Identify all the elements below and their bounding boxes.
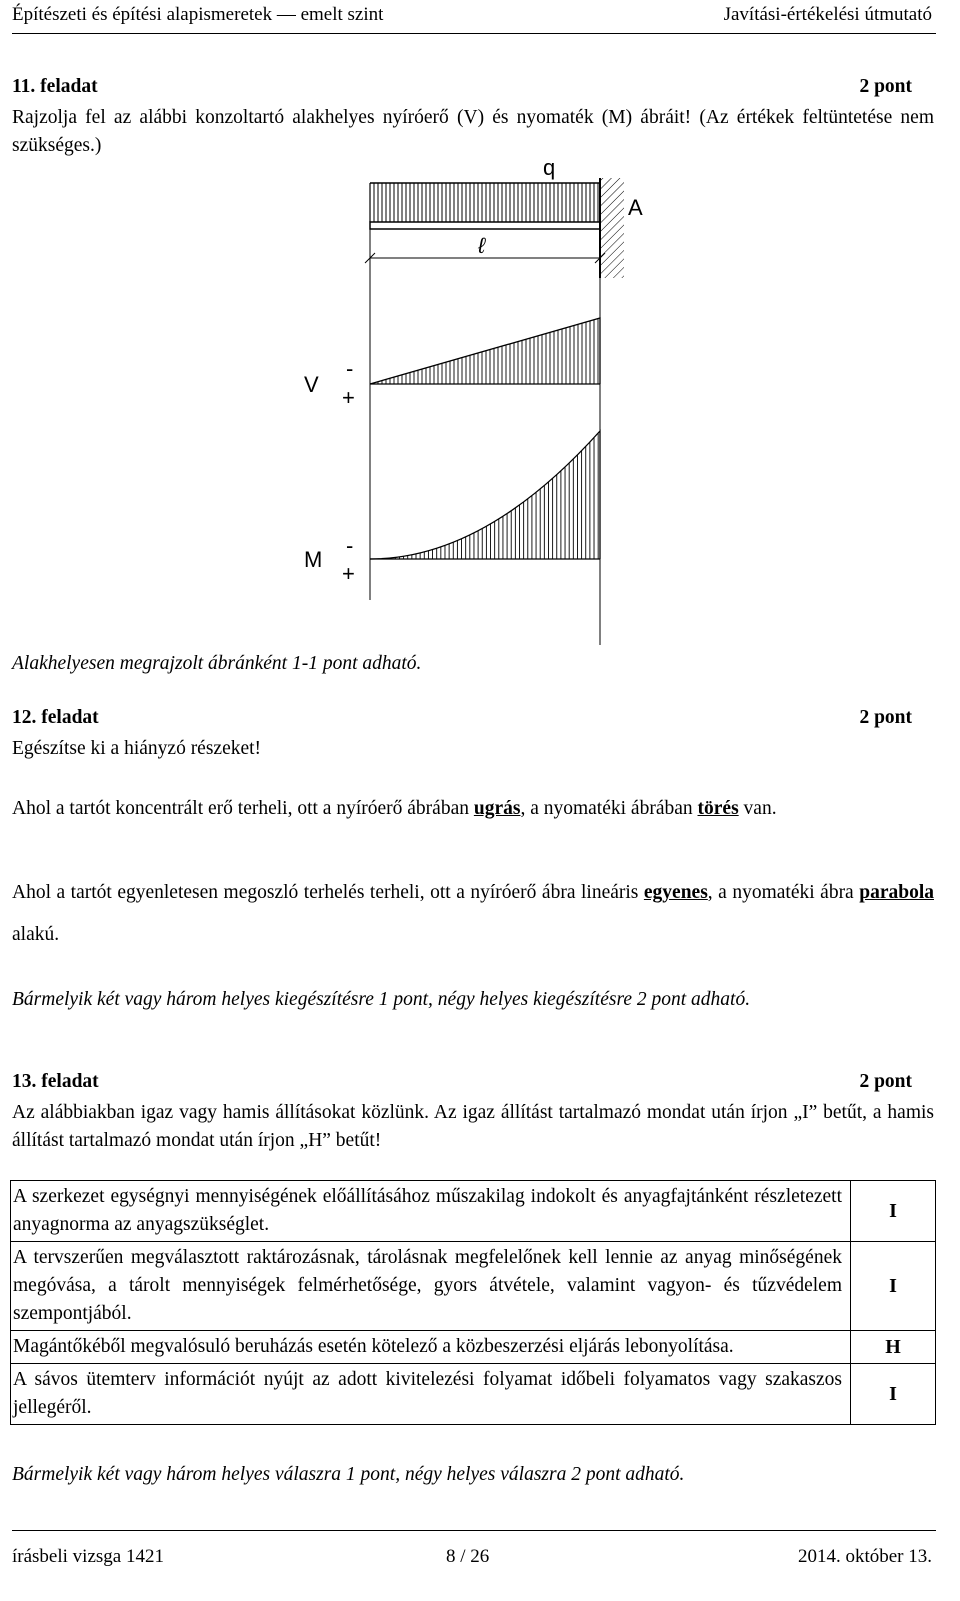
task11-instruction: Rajzolja fel az alábbi konzoltartó alakhelyes nyíróerő (V) és nyomaték (M) ábráit! (Az értékek feltüntetése nem szükséges.) [12,107,934,156]
span-l-label: ℓ [478,233,486,258]
task13-heading [12,1071,912,1093]
moment-minus-sign: - [346,533,354,558]
shear-V-label: V [304,372,319,397]
answer-cell: I [851,1181,936,1242]
s1-text-3: van. [738,798,777,819]
statement-cell: Magántőkéből megvalósuló beruházás esetén kötelező a közbeszerzési eljárás lebonyolítása. [11,1331,851,1364]
footer-page-number: 8 / 26 [446,1546,490,1567]
s2-text-3: alakú. [12,924,60,945]
task11-points: 2 pont [859,76,912,97]
s2-answer-1: egyenes [643,882,708,903]
statement-cell: A sávos ütemterv információt nyújt az adott kivitelezési folyamat időbeli folyamatos vagy szakaszos jellegéről. [11,1364,851,1425]
support-A-label: A [628,195,643,220]
task12-scoring: Bármelyik két vagy három helyes kiegészítésre 1 pont, négy helyes kiegészítésre 2 pont adható. [12,989,751,1010]
beam [370,222,600,229]
beam-diagram [280,150,680,650]
moment-plus-sign: + [342,561,355,586]
table-row [11,1242,936,1331]
table-row [11,1331,936,1364]
shear-plus-sign: + [342,385,355,410]
header-left: Építészeti és építési alapismeretek — emelt szint [12,4,384,25]
s1-text-1: Ahol a tartót koncentrált erő terheli, ott a nyíróerő ábrában [12,798,474,819]
task11-scoring: Alakhelyesen megrajzolt ábránként 1-1 pont adható. [12,653,422,674]
task11-title: 11. feladat [12,76,98,97]
header-rule [12,33,936,34]
answer-cell: I [851,1364,936,1425]
table-row [11,1364,936,1425]
s1-text-2: , a nyomatéki ábrában [520,798,698,819]
task13-intro: Az alábbiakban igaz vagy hamis állításokat közlünk. Az igaz állítást tartalmazó mondat után írjon „I” betűt, a hamis állítást tartalmazó mondat után írjon „H” betűt! [12,1102,934,1151]
shear-minus-sign: - [346,356,354,381]
answer-cell: H [851,1331,936,1364]
table-row [11,1181,936,1242]
s2-answer-2: parabola [859,882,934,903]
task12-sentence-1 [12,788,934,830]
s1-answer-1: ugrás [473,798,521,819]
true-false-table [10,1180,936,1425]
fixed-support [600,178,624,278]
footer-right: 2014. október 13. [797,1546,932,1567]
task11-heading [12,76,912,98]
footer-left: írásbeli vizsga 1421 [12,1546,164,1567]
statement-cell: A szerkezet egységnyi mennyiségének előállításához műszakilag indokolt és anyagfajtánként részletezett anyagnorma az anyagszükséglet. [11,1181,851,1242]
task12-heading [12,707,912,729]
shear-diagram [370,318,600,384]
answer-cell: I [851,1242,936,1331]
task12-sentence-2 [12,872,934,956]
moment-diagram [370,431,600,559]
s2-text-2: , a nyomatéki ábra [707,882,860,903]
task13-scoring: Bármelyik két vagy három helyes válaszra 1 pont, négy helyes válaszra 2 pont adható. [12,1464,685,1485]
s1-answer-2: törés [697,798,739,819]
s2-text-1: Ahol a tartót egyenletesen megoszló terhelés terheli, ott a nyíróerő ábra lineáris [12,882,644,903]
header-right: Javítási-értékelési útmutató [723,4,932,25]
distributed-load [370,183,600,222]
task12-points: 2 pont [859,707,912,728]
load-q-label: q [543,155,556,180]
task12-intro: Egészítse ki a hiányzó részeket! [12,738,262,759]
task12-title: 12. feladat [12,707,99,728]
statement-cell: A tervszerűen megválasztott raktározásnak, tárolásnak megfelelőnek kell lennie az anyag minőségének megóvása, a tárolt mennyiségek felmérhetősége, gyors átvétele, valamint vagyon- és tűzvédelem szempontjából. [11,1242,851,1331]
task13-points: 2 pont [859,1071,912,1092]
moment-M-label: M [304,547,323,572]
task13-title: 13. feladat [12,1071,99,1092]
footer-rule [12,1530,936,1531]
